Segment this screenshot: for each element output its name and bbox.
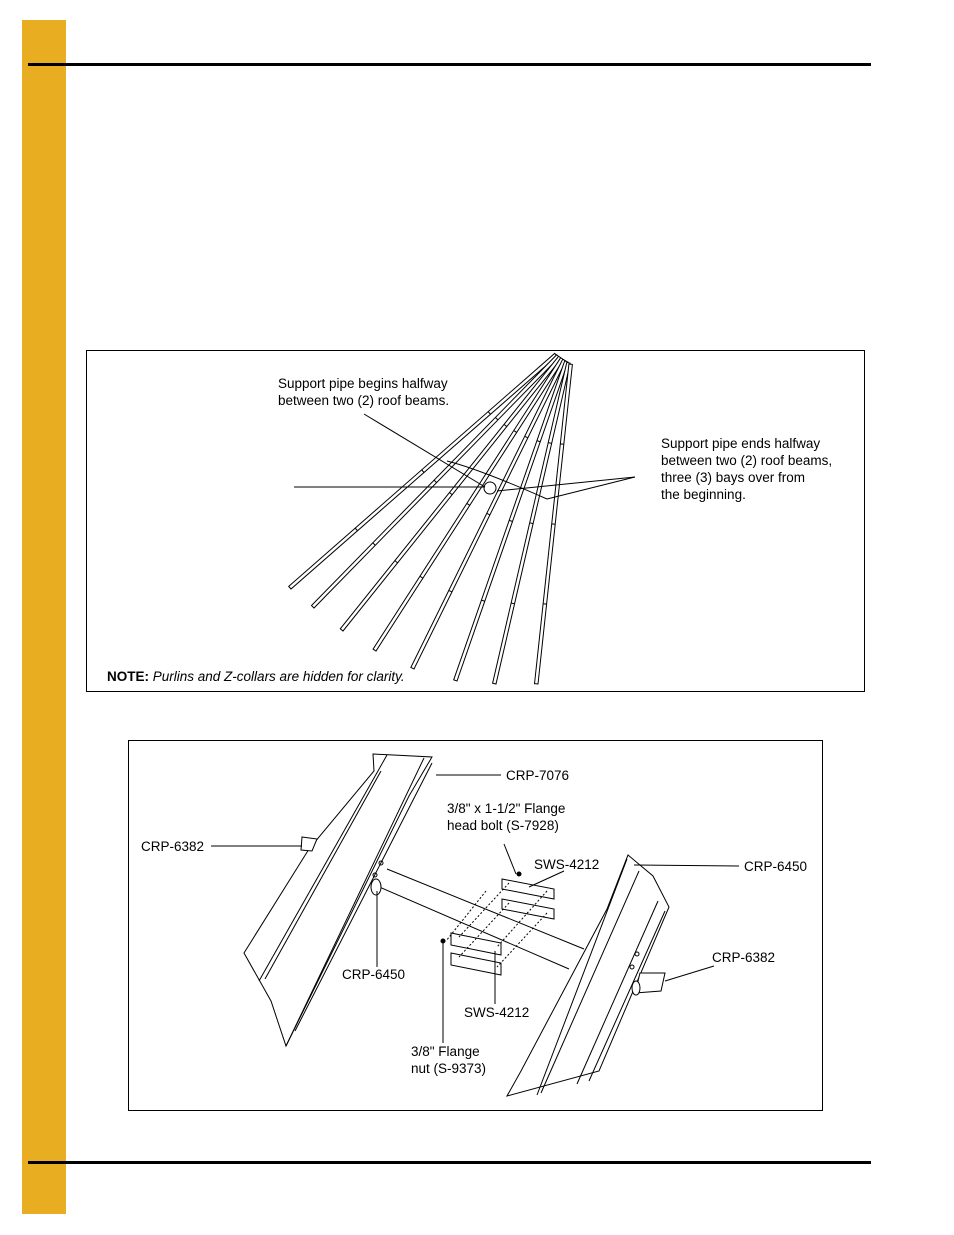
label-crp-6382-right: CRP-6382 [712, 950, 776, 965]
figure-roof-beams [86, 350, 865, 692]
label-flange-head-bolt: 3/8" x 1-1/2" Flange head bolt (S-7928) [447, 801, 566, 833]
callout-support-pipe-ends: Support pipe ends halfway between two (2) roof beams, three (3) bays over from the beginning. [661, 436, 833, 502]
leader-lines [294, 414, 635, 499]
left-roof-beam [244, 754, 432, 1046]
label-sws-4212-top: SWS-4212 [534, 857, 600, 872]
label-crp-6450-left: CRP-6450 [342, 967, 406, 982]
page-side-tab [22, 20, 66, 1214]
label-crp-6382-left: CRP-6382 [141, 839, 205, 854]
callout-support-pipe-begins: Support pipe begins halfway between two (2) roof beams. [278, 376, 450, 408]
label-flange-nut: 3/8" Flange nut (S-9373) [411, 1044, 487, 1076]
footer-rule [28, 1161, 871, 1164]
figure-note: NOTE: Purlins and Z-collars are hidden for clarity. [107, 669, 405, 684]
label-crp-6450-right: CRP-6450 [744, 859, 808, 874]
figure-support-pipe-assembly [128, 740, 823, 1111]
label-sws-4212-bottom: SWS-4212 [464, 1005, 530, 1020]
pipe-clamps [441, 872, 554, 975]
header-rule [28, 63, 871, 66]
label-crp-7076: CRP-7076 [506, 768, 570, 783]
roof-beams-drawing [87, 351, 864, 691]
